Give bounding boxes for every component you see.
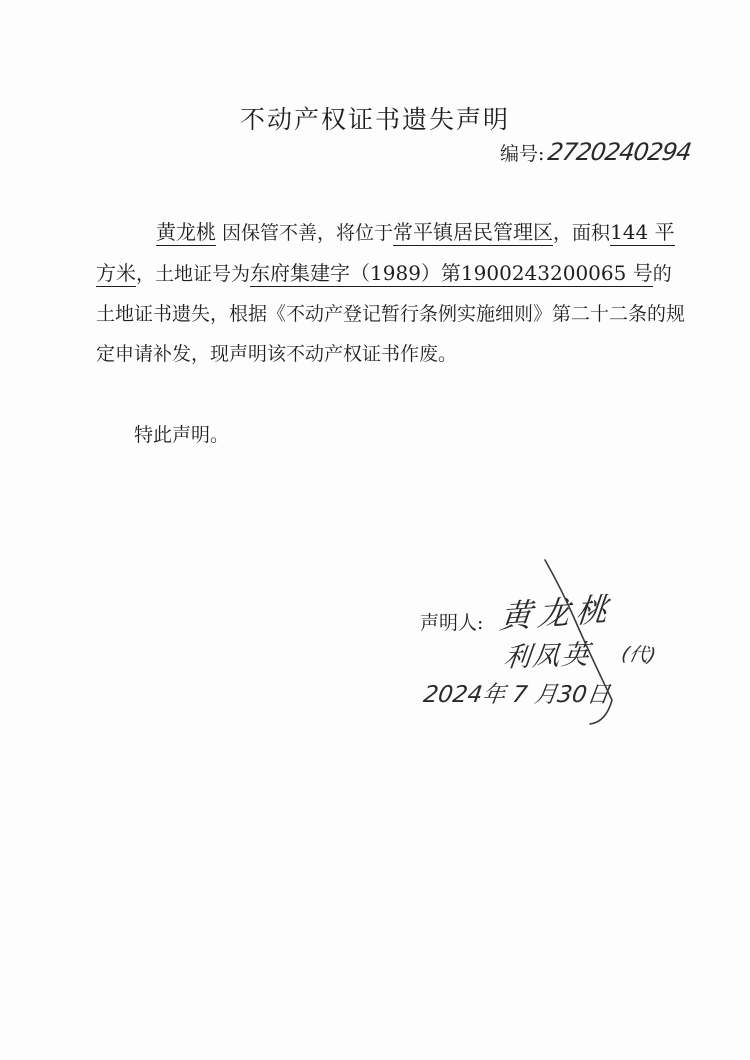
proxy-note: (代) (619, 643, 658, 667)
declarant-signature: 黄龙桃 (497, 589, 616, 637)
closing-statement: 特此声明。 (134, 424, 230, 446)
proxy-signature: 利凤英 (502, 639, 593, 674)
body-text-3: ，土地证号为 (136, 263, 251, 285)
declarant-label: 声明人: (420, 612, 484, 634)
signature-date: 2024年 7 月30日 (421, 682, 612, 708)
document-title: 不动产权证书遗失声明 (239, 105, 510, 134)
body-text-1: 因保管不善，将位于 (216, 222, 394, 244)
body-text-2: ，面积 (553, 222, 611, 244)
body-text-4: 的土地证书遗失，根据《不动产登记暂行条例实施细则》第二十二条的规定申请补发，现声明该不动产权证书作废。 (96, 263, 686, 365)
owner-name: 黄龙桃 (156, 220, 216, 244)
number-label: 编号: (500, 143, 545, 165)
pen-stroke-line (545, 560, 612, 724)
property-area: 144 平方米 (96, 220, 675, 285)
number-value-handwritten: 2720240294 (546, 138, 694, 166)
certificate-number: 1900243200065 号 (460, 261, 653, 285)
certificate-prefix: 东府集建字（1989）第 (250, 261, 461, 285)
property-location: 常平镇居民管理区 (393, 220, 554, 244)
